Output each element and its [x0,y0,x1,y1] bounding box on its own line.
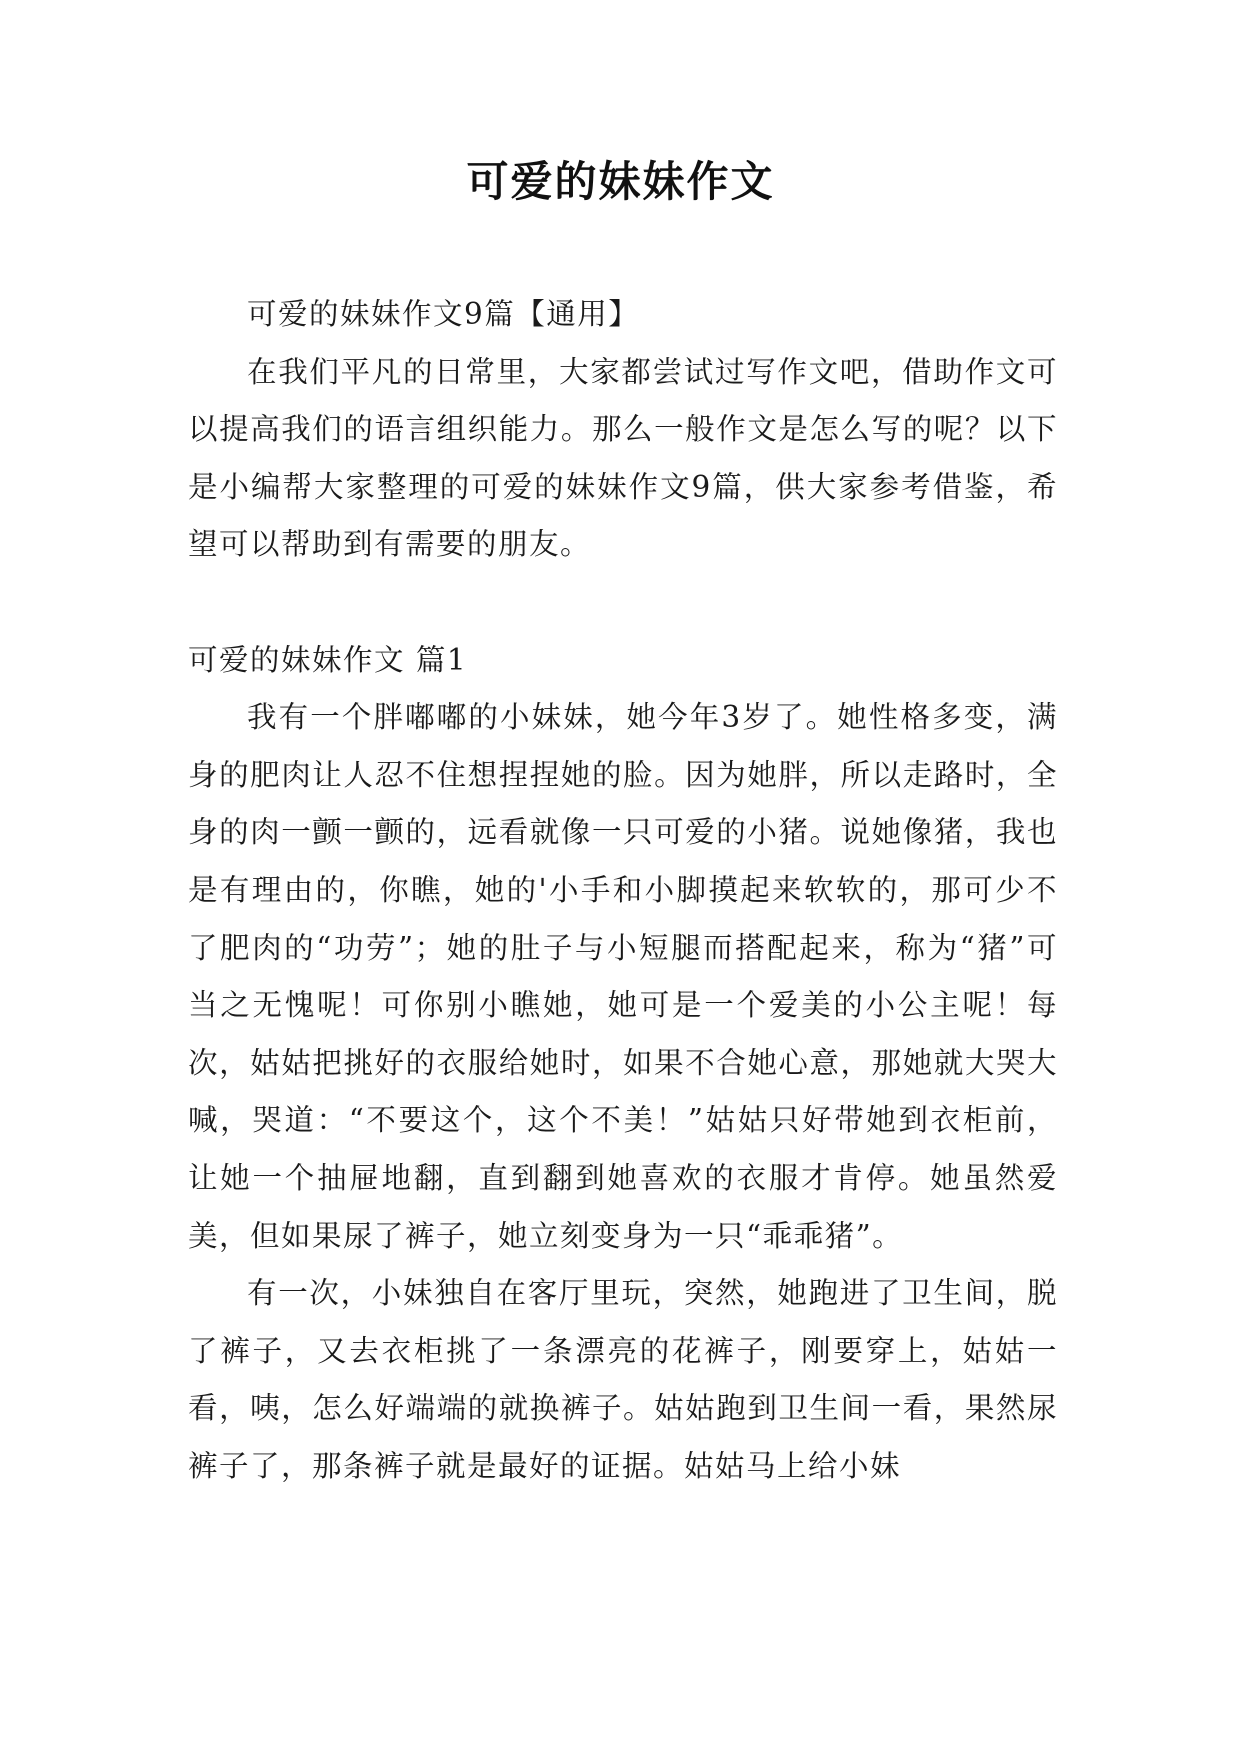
document-body [188,286,1058,1495]
body-paragraph: 我有一个胖嘟嘟的小妹妹，她今年3岁了。她性格多变，满身的肥肉让人忍不住想捏捏她的脸。因为她胖，所以走路时，全身的肉一颤一颤的，远看就像一只可爱的小猪。说她像猪，我也是有理由的，你瞧，她的'小手和小脚摸起来软软的，那可少不了肥肉的“功劳”；她的肚子与小短腿而搭配起来，称为“猪”可当之无愧呢！可你别小瞧她，她可是一个爱美的小公主呢！每次，姑姑把挑好的衣服给她时，如果不合她心意，那她就大哭大喊，哭道：“不要这个，这个不美！”姑姑只好带她到衣柜前，让她一个抽屉地翻，直到翻到她喜欢的衣服才肯停。她虽然爱美，但如果尿了裤子，她立刻变身为一只“乖乖猪”。 [188,700,1058,1253]
section-heading: 可爱的妹妹作文 篇1 [188,642,468,677]
section-spacer [188,574,1058,632]
intro-paragraph: 在我们平凡的日常里，大家都尝试过写作文吧，借助作文可以提高我们的语言组织能力。那么一般作文是怎么写的呢？以下是小编帮大家整理的可爱的妹妹作文9篇，供大家参考借鉴，希望可以帮助到有需要的朋友。 [188,354,1058,562]
body-paragraph: 有一次，小妹独自在客厅里玩，突然，她跑进了卫生间，脱了裤子，又去衣柜挑了一条漂亮的花裤子，刚要穿上，姑姑一看，咦，怎么好端端的就换裤子。姑姑跑到卫生间一看，果然尿裤子了，那条裤子就是最好的证据。姑姑马上给小妹 [188,1276,1058,1483]
document-title: 可爱的妹妹作文 [466,157,775,206]
document-subtitle: 可爱的妹妹作文9篇【通用】 [247,297,640,331]
